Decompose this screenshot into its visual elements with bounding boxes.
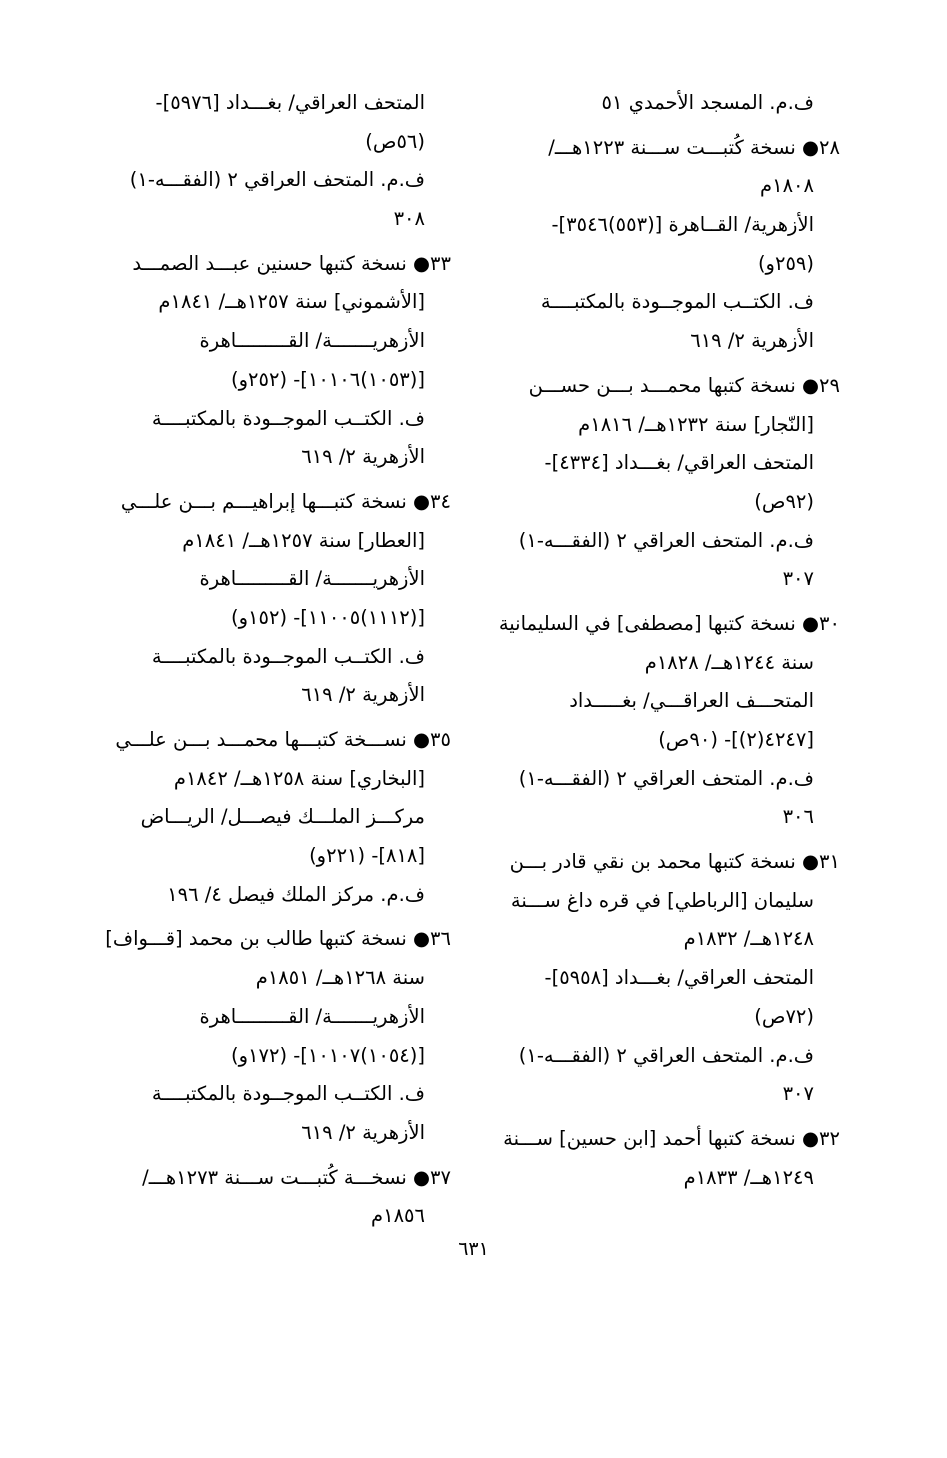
entry-line: ف.م. المتحف العراقي ٢ (الفقـــه-١) (129, 168, 425, 192)
entry-line: ف.م. مركز الملك فيصل ٤/ ١٩٦ (167, 882, 425, 906)
entry-line: المتحـــف العراقـــي/ بغـــــداد (569, 689, 814, 713)
manuscript-entry (495, 843, 840, 1114)
entry-line: [العطار] سنة ١٢٥٧هــ/ ١٨٤١م (182, 528, 425, 552)
entry-line: سنة ١٢٤٤هــ/ ١٨٢٨م (644, 650, 814, 674)
entry-line: [(١١١٢)١١٠٠٥]- (١٥٢و) (230, 605, 425, 629)
entry-line: (٥٦ص) (365, 129, 425, 153)
entry-line: ف.م. المسجد الأحمدي ٥١ (601, 91, 814, 114)
manuscript-entry (108, 721, 451, 914)
entry-line: سنة ١٢٦٨هــ/ ١٨٥١م (255, 966, 425, 990)
entry-line: ٣١● نسخة كتبها محمد بن نقي قادر بـــن (509, 850, 840, 874)
entry-line: الأزهرية ٢/ ٦١٩ (301, 683, 425, 707)
manuscript-entry (495, 367, 840, 599)
entry-line: ٣٦● نسخة كتبها طالب بن محمد [قـــواف] (105, 927, 451, 951)
manuscript-entry (495, 605, 840, 837)
entry-line: [٨١٨]- (٢٢١و) (309, 844, 425, 868)
entry-line: الأزهريـــــــة/ القـــــــــاهرة (199, 329, 425, 353)
page-number: ٦٣١ (458, 1238, 489, 1260)
manuscript-entry (108, 245, 451, 477)
entry-line: ٣٠٧ (782, 1082, 814, 1106)
entry-line: ٣٠● نسخة كتبها [مصطفى] في السليمانية (498, 611, 840, 635)
manuscript-entry (105, 920, 451, 1152)
entry-line: ف.م. المتحف العراقي ٢ (الفقـــه-١) (518, 766, 814, 790)
right-column (495, 84, 840, 1203)
entry-line: الأزهرية/ القــاهرة [(٥٥٣)٣٥٤٦]- (551, 213, 814, 237)
entry-line: ف. الكتــب الموجــودة بالمكتبــــة (540, 290, 814, 314)
entry-line: ٣٠٨ (393, 207, 425, 231)
entry-line: ٢٨● نسخة كُتبـــت ســـنة ١٢٢٣هـــ/ (548, 135, 840, 159)
entry-line: المتحف العراقي/ بغـــداد [٥٩٥٨]- (544, 966, 814, 990)
manuscript-entry (108, 483, 451, 715)
entry-line: [الأشموني] سنة ١٢٥٧هــ/ ١٨٤١م (158, 290, 425, 314)
entry-line: ف. الكتــب الموجــودة بالمكتبــــة (151, 406, 425, 430)
entry-line: ٣٥● نســـخة كتبـــها محمـــد بـــن علـــي (115, 728, 451, 751)
entry-line: [(١٠٥٤)١٠١٠٧]- (١٧٢و) (230, 1043, 425, 1067)
entry-line: الأزهريـــــــة/ القـــــــــاهرة (199, 1004, 425, 1028)
entry-line: ١٨٥٦م (371, 1204, 425, 1228)
entry-line: ف. الكتــب الموجــودة بالمكتبــــة (151, 644, 425, 668)
entry-line: [(١٠٥٣)١٠١٠٦]- (٢٥٢و) (230, 367, 425, 391)
entry-line: ف.م. المتحف العراقي ٢ (الفقـــه-١) (518, 1043, 814, 1067)
entry-line: الأزهريـــــــة/ القـــــــــاهرة (199, 567, 425, 591)
entry-line: ف. الكتــب الموجــودة بالمكتبــــة (151, 1082, 425, 1106)
entry-line: المتحف العراقي/ بغـــداد [٤٣٣٤]- (544, 451, 814, 475)
entry-line: المتحف العراقي/ بغـــداد [٥٩٧٦]- (155, 91, 425, 114)
entry-line: [النّجار] سنة ١٢٣٢هــ/ ١٨١٦م (578, 412, 814, 436)
entry-line: الأزهرية ٢/ ٦١٩ (690, 329, 814, 353)
entry-line: (٧٢ص) (754, 1004, 814, 1028)
entry-line: ٣٠٧ (782, 567, 814, 591)
manuscript-entry (495, 1120, 840, 1197)
entry-line: [البخاري] سنة ١٢٥٨هــ/ ١٨٤٢م (173, 766, 425, 790)
entry-line: الأزهرية ٢/ ٦١٩ (301, 1120, 425, 1144)
manuscript-entry (495, 129, 840, 361)
entry-line: سليمان [الرباطي] في قره داغ ســـنة (510, 888, 814, 912)
manuscript-entry (108, 1159, 451, 1236)
left-column (105, 84, 451, 1242)
entry-line: ١٨٠٨م (760, 174, 814, 198)
entry-line: مركـــز الملـــك فيصـــل/ الريـــاض (140, 805, 425, 829)
manuscript-entry (108, 84, 451, 239)
entry-line: ٣٢● نسخة كتبها أحمد [ابن حسين] ســـنة (503, 1126, 840, 1150)
entry-line: ف.م. المتحف العراقي ٢ (الفقـــه-١) (518, 528, 814, 552)
entry-line: ٣٣● نسخة كتبها حسنين عبـــد الصمـــد (132, 251, 451, 275)
manuscript-entry (495, 84, 840, 123)
entry-line: [٤٢٤٧(٢)]- (٩٠ص) (658, 728, 814, 751)
entry-line: ٣٧● نسخـــة كُتبـــت ســـنة ١٢٧٣هـــ/ (142, 1165, 451, 1189)
entry-line: ١٢٤٨هــ/ ١٨٣٢م (683, 927, 814, 951)
entry-line: ٣٠٦ (782, 805, 814, 829)
entry-line: (٩٢ص) (754, 489, 814, 513)
entry-line: الأزهرية ٢/ ٦١٩ (301, 445, 425, 469)
entry-line: (٢٥٩و) (757, 251, 814, 275)
entry-line: ٣٤● نسخة كتبـــها إبراهيـــم بـــن علـــي (120, 489, 451, 513)
entry-line: ٢٩● نسخة كتبها محمـــد بـــن حســـن (528, 373, 840, 397)
entry-line: ١٢٤٩هــ/ ١٨٣٣م (683, 1165, 814, 1189)
